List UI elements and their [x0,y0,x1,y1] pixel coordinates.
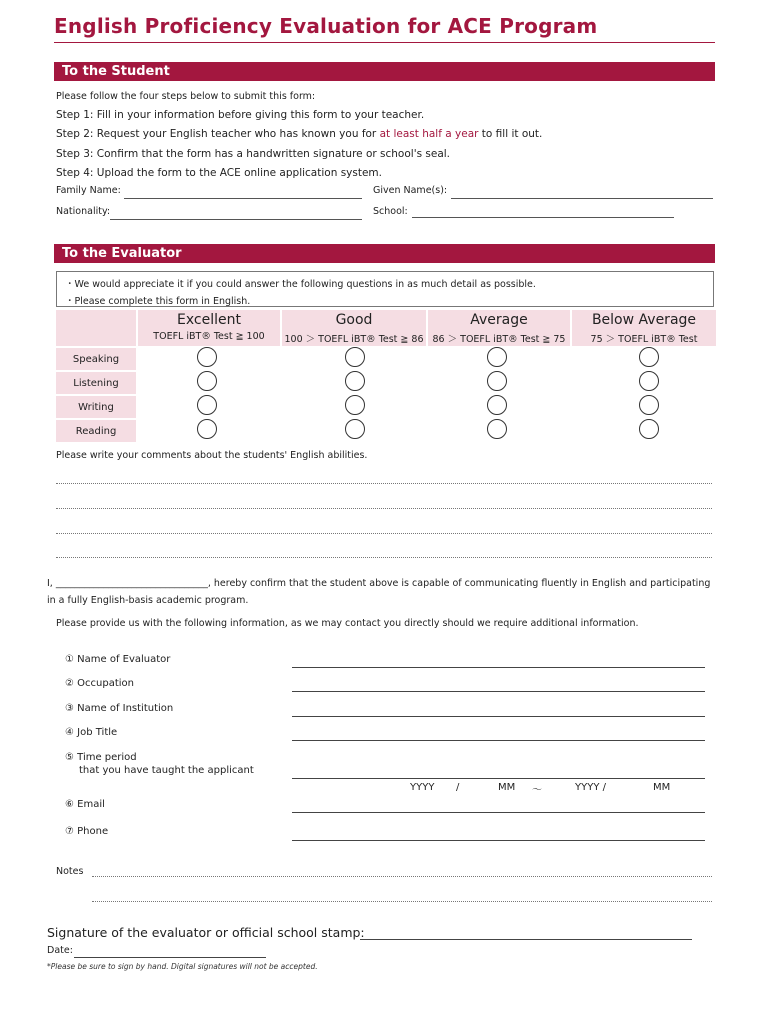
level-excellent-header: Excellent TOEFL iBT® Test ≧ 100 [138,310,280,346]
date-to-year: YYYY / [575,782,606,793]
school-field[interactable] [412,217,674,218]
rating-radio-reading-average[interactable] [487,419,507,439]
comment-line-3[interactable] [56,533,712,534]
rating-radio-speaking-excellent[interactable] [197,347,217,367]
title-divider [54,42,715,43]
level-below-average-header: Below Average 75 ＞ TOEFL iBT® Test [572,310,716,346]
signature-footnote: *Please be sure to sign by hand. Digital signatures will not be accepted. [47,962,318,971]
skill-label-listening: Listening [56,372,136,394]
level-good-header: Good 100 ＞ TOEFL iBT® Test ≧ 86 [282,310,426,346]
evaluator-note-1: ・We would appreciate it if you could answer the following questions in as much detail as possible. [65,279,536,290]
rating-grid [56,310,716,442]
rating-radio-listening-excellent[interactable] [197,371,217,391]
rating-radio-reading-good[interactable] [345,419,365,439]
student-intro: Please follow the four steps below to submit this form: [56,91,316,102]
rating-radio-reading-excellent[interactable] [197,419,217,439]
email-field[interactable] [292,812,705,813]
time-period-label: ⑤ Time period [65,752,137,763]
rating-radio-writing-below-average[interactable] [639,395,659,415]
rating-radio-speaking-good[interactable] [345,347,365,367]
date-range-tilde: ～ [532,785,542,796]
confirmation-line-2: in a fully English-basis academic program. [47,595,249,606]
step-1: Step 1: Fill in your information before giving this form to your teacher. [56,109,425,121]
signature-label: Signature of the evaluator or official school stamp: [47,925,365,940]
evaluator-section-header: To the Evaluator [54,244,715,263]
student-section-header: To the Student [54,62,715,81]
time-period-sublabel: that you have taught the applicant [79,765,254,776]
skill-label-reading: Reading [56,420,136,442]
rating-radio-writing-good[interactable] [345,395,365,415]
grid-corner [56,310,136,346]
evaluator-note-2: ・Please complete this form in English. [65,296,251,307]
step-2-highlight: at least half a year [379,128,479,140]
time-period-field[interactable] [292,778,705,779]
comment-line-4[interactable] [56,557,712,558]
rating-radio-listening-average[interactable] [487,371,507,391]
institution-label: ③ Name of Institution [65,703,174,714]
job-title-label: ④ Job Title [65,727,118,738]
rating-radio-listening-good[interactable] [345,371,365,391]
rating-radio-listening-below-average[interactable] [639,371,659,391]
signature-field[interactable] [360,939,692,940]
notes-label: Notes [56,866,84,877]
form-title: English Proficiency Evaluation for ACE Program [54,14,598,38]
notes-line-1[interactable] [92,876,712,877]
job-title-field[interactable] [292,740,705,741]
confirmation-line-1: I, ________________________________, hereby confirm that the student above is capable of communicating fluently in English and participating [47,578,711,589]
step-2: Step 2: Request your English teacher who has known you for at least half a year to fill it out. [56,128,543,140]
evaluator-name-label: ① Name of Evaluator [65,654,171,665]
email-label: ⑥ Email [65,799,105,810]
rating-radio-reading-below-average[interactable] [639,419,659,439]
date-from-year: YYYY [410,782,435,793]
skill-label-speaking: Speaking [56,348,136,370]
school-label: School: [373,206,408,217]
step-3: Step 3: Confirm that the form has a handwritten signature or school's seal. [56,148,451,160]
rating-radio-speaking-average[interactable] [487,347,507,367]
family-name-label: Family Name: [56,185,121,196]
level-average-header: Average 86 ＞ TOEFL iBT® Test ≧ 75 [428,310,570,346]
skill-label-writing: Writing [56,396,136,418]
nationality-label: Nationality: [56,206,111,217]
step-4: Step 4: Upload the form to the ACE online application system. [56,167,382,179]
date-field[interactable] [74,957,266,958]
comment-line-2[interactable] [56,508,712,509]
occupation-field[interactable] [292,691,705,692]
phone-field[interactable] [292,840,705,841]
contact-prompt: Please provide us with the following information, as we may contact you directly should we require additional information. [56,618,639,629]
date-to-month: MM [653,782,671,793]
phone-label: ⑦ Phone [65,826,109,837]
institution-field[interactable] [292,716,705,717]
given-names-label: Given Name(s): [373,185,448,196]
rating-radio-writing-average[interactable] [487,395,507,415]
date-from-month: MM [498,782,516,793]
evaluator-notes-box [56,271,714,307]
nationality-field[interactable] [110,219,362,220]
evaluator-name-field[interactable] [292,667,705,668]
date-label: Date: [47,945,73,956]
comments-prompt: Please write your comments about the students' English abilities. [56,450,368,461]
comment-line-1[interactable] [56,483,712,484]
family-name-field[interactable] [124,198,362,199]
occupation-label: ② Occupation [65,678,134,689]
rating-radio-speaking-below-average[interactable] [639,347,659,367]
rating-radio-writing-excellent[interactable] [197,395,217,415]
date-from-slash: / [456,782,460,793]
given-names-field[interactable] [451,198,713,199]
notes-line-2[interactable] [92,901,712,902]
